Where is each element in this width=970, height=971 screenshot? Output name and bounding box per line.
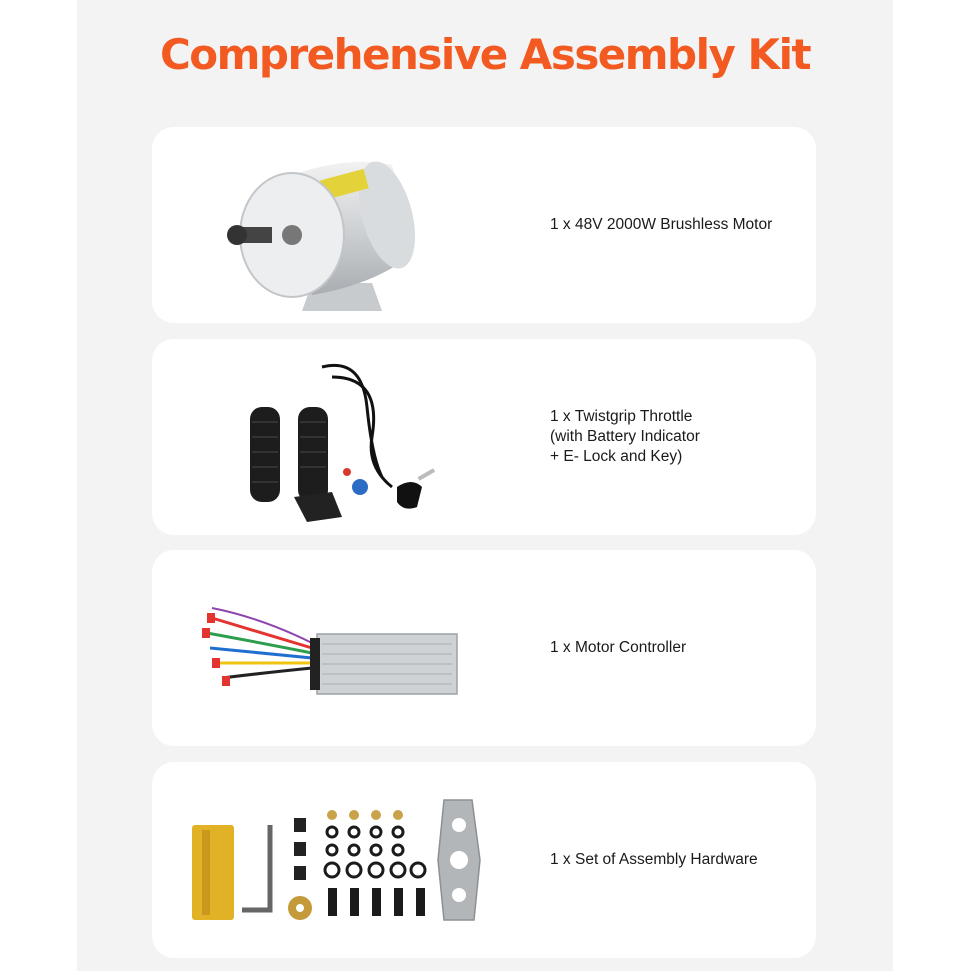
hardware-icon [182, 770, 482, 950]
kit-item-label: 1 x Set of Assembly Hardware [550, 851, 758, 868]
kit-item-hardware [152, 762, 816, 958]
kit-item-label-line: + E- Lock and Key) [550, 448, 683, 465]
kit-item-label-line: (with Battery Indicator [550, 428, 700, 445]
kit-item-label-line: 1 x Twistgrip Throttle [550, 408, 693, 425]
page-title: Comprehensive Assembly Kit [159, 30, 811, 79]
kit-item-label: 1 x Motor Controller [550, 639, 687, 656]
controller-icon [182, 558, 482, 738]
kit-item-label: 1 x 48V 2000W Brushless Motor [550, 216, 773, 233]
kit-item-controller [152, 550, 816, 746]
motor-icon [182, 135, 482, 315]
kit-item-throttle [152, 339, 816, 535]
kit-item-motor [152, 127, 816, 323]
throttle-icon [182, 347, 482, 527]
